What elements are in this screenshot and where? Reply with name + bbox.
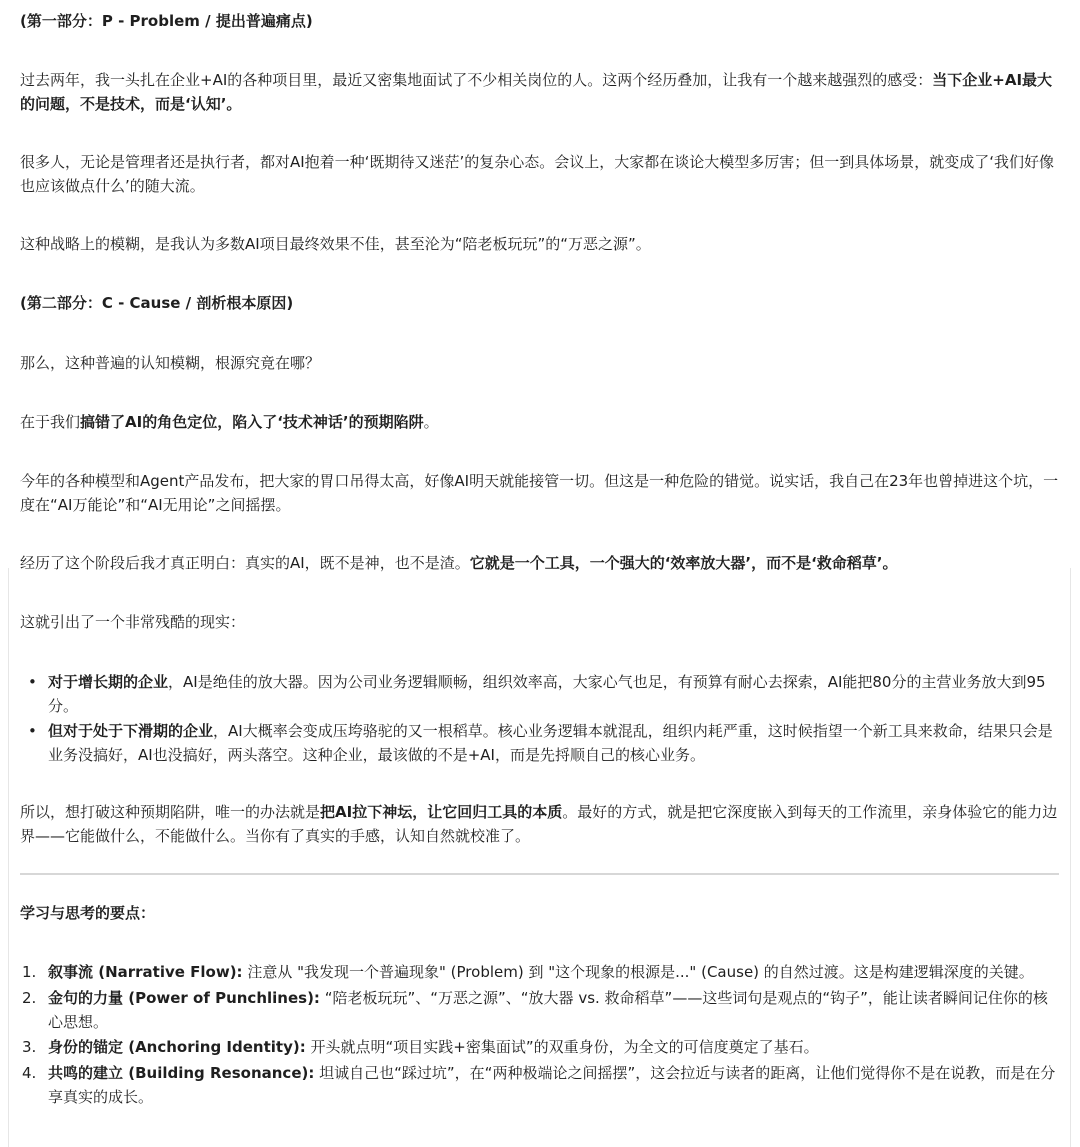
- list-item: [28, 670, 1058, 718]
- list-item-bold: 身份的锚定 (Anchoring Identity):: [48, 1038, 306, 1056]
- paragraph-1-bold: 当下企业+AI最大的问题，不是技术，而是‘认知’。: [20, 71, 1053, 113]
- paragraph-4: 那么，这种普遍的认知模糊，根源究竟在哪？: [20, 354, 321, 372]
- list-item-bold: 叙事流 (Narrative Flow):: [48, 963, 243, 981]
- paragraph-9-text: 所以，想打破这种预期陷阱，唯一的办法就是: [20, 803, 321, 821]
- paragraph-2: 很多人，无论是管理者还是执行者，都对AI抱着一种‘既期待又迷茫’的复杂心态。会议上，大家都在谈论大模型多厉害；但一到具体场景，就变成了‘我们好像也应该做点什么’的随大流。: [20, 153, 1054, 195]
- bullet-dot-icon: •: [28, 722, 37, 740]
- paragraph-9: [20, 800, 1060, 848]
- horizontal-rule: [20, 873, 1059, 875]
- list-number: 1.: [22, 963, 37, 981]
- list-item: [22, 960, 1058, 984]
- list-item: [22, 986, 1058, 1034]
- study-heading: 学习与思考的要点：: [20, 904, 156, 922]
- list-item: [22, 1035, 1058, 1059]
- list-item-text: 坦诚自己也“踩过坑”，在“两种极端论之间摇摆”，这会拉近与读者的距离，让他们觉得你不是在说教，而是在分享真实的成长。: [48, 1064, 1056, 1106]
- list-item-text: ，AI是绝佳的放大器。因为公司业务逻辑顺畅，组织效率高，大家心气也足，有预算有耐心去探索，AI能把80分的主营业务放大到95分。: [48, 673, 1046, 715]
- list-number: 3.: [22, 1038, 37, 1056]
- paragraph-5-bold: 搞错了AI的角色定位，陷入了‘技术神话’的预期陷阱: [80, 413, 424, 431]
- paragraph-1: [20, 68, 1060, 116]
- part1-heading: (第一部分：P - Problem / 提出普遍痛点): [20, 12, 313, 30]
- list-item-text: ，AI大概率会变成压垮骆驼的又一根稻草。核心业务逻辑本就混乱，组织内耗严重，这时候指望一个新工具来救命，结果只会是业务没搞好，AI也没搞好，两头落空。这种企业，最该做的不是+AI，而是先捋顺自己的核心业务。: [48, 722, 1053, 764]
- paragraph-1-text: 过去两年，我一头扎在企业+AI的各种项目里，最近又密集地面试了不少相关岗位的人。这两个经历叠加，让我有一个越来越强烈的感受：: [20, 71, 933, 89]
- list-item-bold: 对于增长期的企业: [48, 673, 169, 691]
- paragraph-7-text: 经历了这个阶段后我才真正明白：真实的AI，既不是神，也不是渣。: [20, 554, 470, 572]
- right-divider: [1070, 568, 1071, 1147]
- list-number: 4.: [22, 1064, 37, 1082]
- list-number: 2.: [22, 989, 37, 1007]
- paragraph-7: [20, 551, 1060, 575]
- list-item: [28, 719, 1058, 767]
- paragraph-8: 这就引出了一个非常残酷的现实：: [20, 613, 246, 631]
- paragraph-5-text: 在于我们: [20, 413, 81, 431]
- paragraph-5: [20, 410, 1060, 434]
- list-item-text: 开头就点明“项目实践+密集面试”的双重身份，为全文的可信度奠定了基石。: [305, 1038, 819, 1056]
- paragraph-9-end: 。最好的方式，就是把它深度嵌入到每天的工作流里，亲身体验它的能力边界——它能做什么，不能做什么。当你有了真实的手感，认知自然就校准了。: [20, 803, 1058, 845]
- paragraph-7-bold: 它就是一个工具，一个强大的‘效率放大器’，而不是‘救命稻草’。: [469, 554, 898, 572]
- list-item-text: “陪老板玩玩”、“万恶之源”、“放大器 vs. 救命稻草”——这些词句是观点的“钩子”，能让读者瞬间记住你的核心思想。: [48, 989, 1048, 1031]
- paragraph-9-bold: 把AI拉下神坛，让它回归工具的本质: [320, 803, 563, 821]
- list-item-bold: 金句的力量 (Power of Punchlines):: [48, 989, 320, 1007]
- paragraph-6: 今年的各种模型和Agent产品发布，把大家的胃口吊得太高，好像AI明天就能接管一切。但这是一种危险的错觉。说实话，我自己在23年也曾掉进这个坑，一度在“AI万能论”和“AI无用论”之间摇摆。: [20, 472, 1059, 514]
- part2-heading: (第二部分：C - Cause / 剖析根本原因): [20, 294, 294, 312]
- list-item-text: 注意从 "我发现一个普遍现象" (Problem) 到 "这个现象的根源是..." (Cause) 的自然过渡。这是构建逻辑深度的关键。: [242, 963, 1034, 981]
- list-item-bold: 共鸣的建立 (Building Resonance):: [48, 1064, 315, 1082]
- bullet-dot-icon: •: [28, 673, 37, 691]
- list-item-bold: 但对于处于下滑期的企业: [48, 722, 214, 740]
- paragraph-3: 这种战略上的模糊，是我认为多数AI项目最终效果不佳，甚至沦为“陪老板玩玩”的“万恶之源”。: [20, 235, 651, 253]
- paragraph-5-end: 。: [423, 413, 439, 431]
- list-item: [22, 1061, 1058, 1109]
- left-divider: [8, 568, 9, 1147]
